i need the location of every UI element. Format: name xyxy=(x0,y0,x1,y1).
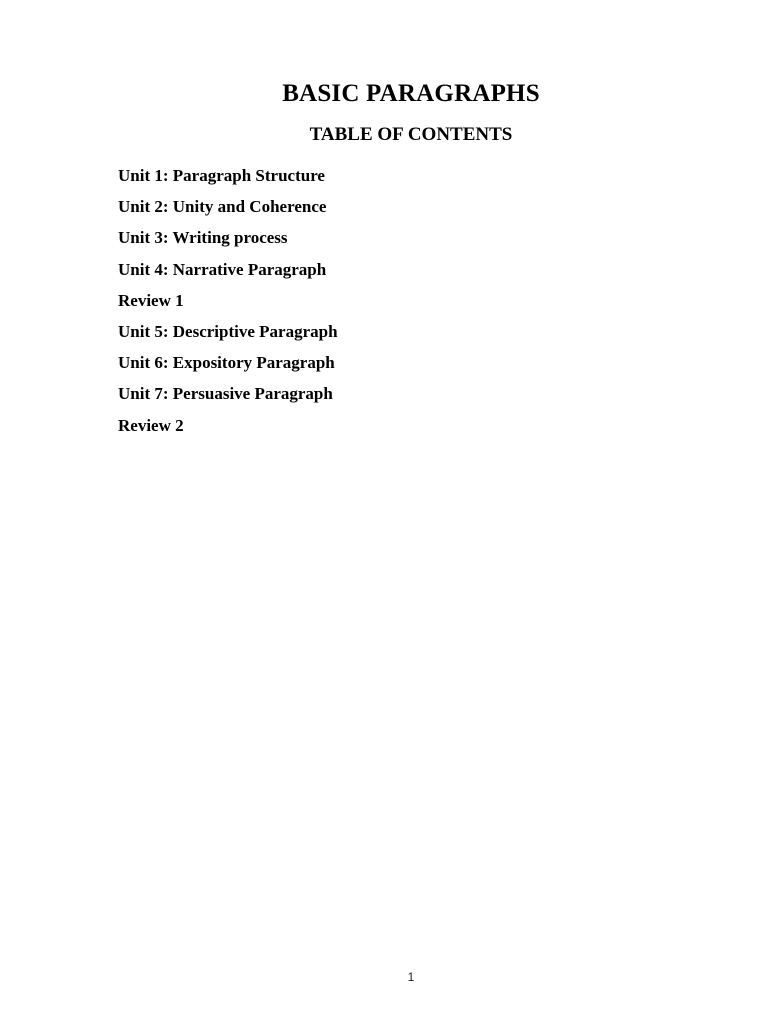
toc-heading: TABLE OF CONTENTS xyxy=(309,124,513,145)
toc-item-review-1: Review 1 xyxy=(118,290,184,310)
toc-item-unit-4: Unit 4: Narrative Paragraph xyxy=(118,259,327,279)
document-title: BASIC PARAGRAPHS xyxy=(282,80,540,107)
toc-item-unit-5: Unit 5: Descriptive Paragraph xyxy=(118,321,338,341)
page-number: 1 xyxy=(407,970,415,984)
toc-item-unit-6: Unit 6: Expository Paragraph xyxy=(118,353,335,373)
toc-item-unit-2: Unit 2: Unity and Coherence xyxy=(118,197,327,217)
toc-item-unit-3: Unit 3: Writing process xyxy=(118,228,288,248)
toc-item-unit-7: Unit 7: Persuasive Paragraph xyxy=(118,384,333,404)
toc-list xyxy=(118,160,338,441)
toc-item-review-2: Review 2 xyxy=(118,415,184,435)
toc-item-unit-1: Unit 1: Paragraph Structure xyxy=(118,166,325,185)
